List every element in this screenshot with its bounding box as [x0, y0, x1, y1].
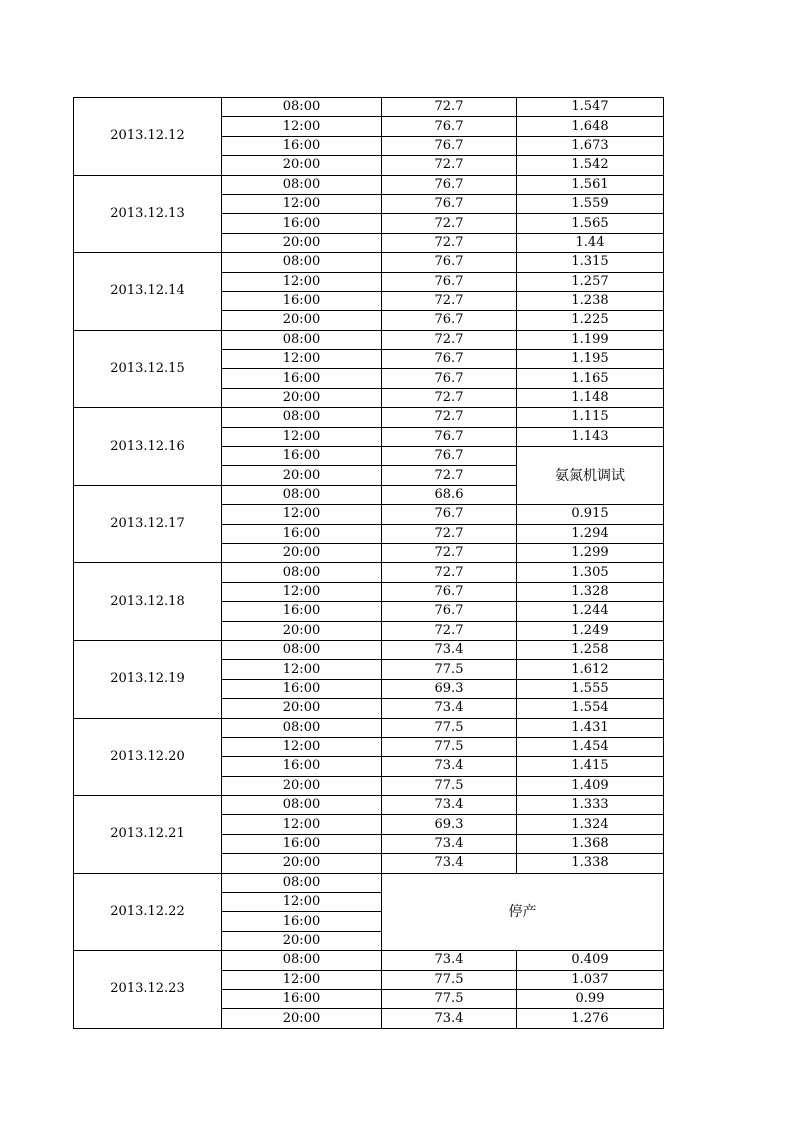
value-cell: 69.3 [382, 815, 517, 834]
value-cell: 1.333 [517, 796, 664, 815]
time-cell: 08:00 [222, 175, 382, 194]
value-cell: 72.7 [382, 543, 517, 562]
value-cell: 76.7 [382, 272, 517, 291]
value-cell: 76.7 [382, 582, 517, 601]
table-row [74, 98, 664, 117]
time-cell: 12:00 [222, 815, 382, 834]
time-cell: 16:00 [222, 602, 382, 621]
value-cell: 73.4 [382, 1009, 517, 1028]
date-cell: 2013.12.16 [74, 408, 222, 486]
value-cell: 73.4 [382, 757, 517, 776]
time-cell: 12:00 [222, 893, 382, 912]
value-cell: 1.673 [517, 136, 664, 155]
time-cell: 08:00 [222, 330, 382, 349]
value-cell: 77.5 [382, 660, 517, 679]
table-row [74, 330, 664, 349]
table-row [74, 796, 664, 815]
time-cell: 12:00 [222, 272, 382, 291]
value-cell: 1.612 [517, 660, 664, 679]
value-cell: 73.4 [382, 834, 517, 853]
date-cell: 2013.12.13 [74, 175, 222, 253]
value-cell: 1.305 [517, 563, 664, 582]
time-cell: 20:00 [222, 311, 382, 330]
value-cell: 72.7 [382, 156, 517, 175]
value-cell: 1.368 [517, 834, 664, 853]
time-cell: 20:00 [222, 931, 382, 950]
time-cell: 16:00 [222, 679, 382, 698]
value-cell: 0.915 [517, 505, 664, 524]
time-cell: 16:00 [222, 989, 382, 1008]
date-cell: 2013.12.19 [74, 640, 222, 718]
time-cell: 08:00 [222, 873, 382, 892]
time-cell: 20:00 [222, 1009, 382, 1028]
value-cell: 76.7 [382, 311, 517, 330]
value-cell: 76.7 [382, 447, 517, 466]
date-cell: 2013.12.21 [74, 796, 222, 874]
time-cell: 12:00 [222, 194, 382, 213]
value-cell: 1.338 [517, 854, 664, 873]
value-cell: 73.4 [382, 699, 517, 718]
time-cell: 16:00 [222, 136, 382, 155]
time-cell: 12:00 [222, 660, 382, 679]
value-cell: 72.7 [382, 233, 517, 252]
time-cell: 16:00 [222, 447, 382, 466]
value-cell: 72.7 [382, 291, 517, 310]
value-cell: 1.415 [517, 757, 664, 776]
value-cell: 1.648 [517, 117, 664, 136]
value-cell: 1.555 [517, 679, 664, 698]
value-cell: 76.7 [382, 117, 517, 136]
table-row [74, 718, 664, 737]
value-cell: 73.4 [382, 951, 517, 970]
value-cell: 77.5 [382, 776, 517, 795]
time-cell: 08:00 [222, 951, 382, 970]
time-cell: 08:00 [222, 640, 382, 659]
value-cell: 76.7 [382, 175, 517, 194]
value-cell: 1.547 [517, 98, 664, 117]
note-cell-stopped: 停产 [382, 873, 664, 951]
time-cell: 20:00 [222, 388, 382, 407]
time-cell: 16:00 [222, 912, 382, 931]
table-row [74, 408, 664, 427]
value-cell: 1.165 [517, 369, 664, 388]
time-cell: 08:00 [222, 485, 382, 504]
value-cell: 76.7 [382, 369, 517, 388]
value-cell: 1.249 [517, 621, 664, 640]
table-row [74, 563, 664, 582]
value-cell: 77.5 [382, 718, 517, 737]
date-cell: 2013.12.23 [74, 951, 222, 1029]
time-cell: 08:00 [222, 253, 382, 272]
value-cell: 76.7 [382, 253, 517, 272]
value-cell: 72.7 [382, 563, 517, 582]
value-cell: 72.7 [382, 388, 517, 407]
value-cell: 73.4 [382, 854, 517, 873]
time-cell: 08:00 [222, 796, 382, 815]
value-cell: 73.4 [382, 640, 517, 659]
value-cell: 1.276 [517, 1009, 664, 1028]
value-cell: 1.44 [517, 233, 664, 252]
time-cell: 12:00 [222, 505, 382, 524]
value-cell: 0.409 [517, 951, 664, 970]
date-cell: 2013.12.20 [74, 718, 222, 796]
value-cell: 72.7 [382, 524, 517, 543]
value-cell: 1.257 [517, 272, 664, 291]
time-cell: 20:00 [222, 156, 382, 175]
value-cell: 1.143 [517, 427, 664, 446]
time-cell: 12:00 [222, 970, 382, 989]
value-cell: 1.454 [517, 737, 664, 756]
time-cell: 20:00 [222, 233, 382, 252]
value-cell: 1.148 [517, 388, 664, 407]
value-cell: 73.4 [382, 796, 517, 815]
value-cell: 1.294 [517, 524, 664, 543]
value-cell: 76.7 [382, 194, 517, 213]
value-cell: 1.315 [517, 253, 664, 272]
table-row [74, 873, 664, 892]
note-cell-debug: 氨氮机调试 [517, 447, 664, 505]
time-cell: 08:00 [222, 98, 382, 117]
table-row [74, 253, 664, 272]
value-cell: 77.5 [382, 989, 517, 1008]
value-cell: 1.195 [517, 350, 664, 369]
value-cell: 1.199 [517, 330, 664, 349]
value-cell: 68.6 [382, 485, 517, 504]
time-cell: 08:00 [222, 563, 382, 582]
date-cell: 2013.12.17 [74, 485, 222, 563]
date-cell: 2013.12.22 [74, 873, 222, 951]
time-cell: 16:00 [222, 369, 382, 388]
value-cell: 72.7 [382, 466, 517, 485]
date-cell: 2013.12.18 [74, 563, 222, 641]
date-cell: 2013.12.12 [74, 98, 222, 176]
time-cell: 16:00 [222, 834, 382, 853]
value-cell: 76.7 [382, 602, 517, 621]
value-cell: 76.7 [382, 136, 517, 155]
value-cell: 1.225 [517, 311, 664, 330]
time-cell: 20:00 [222, 621, 382, 640]
time-cell: 12:00 [222, 117, 382, 136]
value-cell: 1.559 [517, 194, 664, 213]
time-cell: 16:00 [222, 757, 382, 776]
time-cell: 20:00 [222, 543, 382, 562]
data-table [73, 97, 664, 1029]
time-cell: 12:00 [222, 737, 382, 756]
value-cell: 76.7 [382, 427, 517, 446]
value-cell: 1.258 [517, 640, 664, 659]
value-cell: 1.115 [517, 408, 664, 427]
value-cell: 1.409 [517, 776, 664, 795]
time-cell: 16:00 [222, 524, 382, 543]
value-cell: 69.3 [382, 679, 517, 698]
date-cell: 2013.12.15 [74, 330, 222, 408]
value-cell: 1.554 [517, 699, 664, 718]
value-cell: 77.5 [382, 970, 517, 989]
value-cell: 77.5 [382, 737, 517, 756]
value-cell: 72.7 [382, 98, 517, 117]
time-cell: 12:00 [222, 350, 382, 369]
value-cell: 1.299 [517, 543, 664, 562]
value-cell: 1.037 [517, 970, 664, 989]
value-cell: 72.7 [382, 214, 517, 233]
time-cell: 16:00 [222, 291, 382, 310]
value-cell: 1.565 [517, 214, 664, 233]
table-row [74, 640, 664, 659]
time-cell: 12:00 [222, 427, 382, 446]
time-cell: 20:00 [222, 776, 382, 795]
value-cell: 72.7 [382, 408, 517, 427]
table-row [74, 951, 664, 970]
time-cell: 20:00 [222, 699, 382, 718]
value-cell: 0.99 [517, 989, 664, 1008]
value-cell: 1.542 [517, 156, 664, 175]
value-cell: 72.7 [382, 330, 517, 349]
time-cell: 12:00 [222, 582, 382, 601]
value-cell: 72.7 [382, 621, 517, 640]
value-cell: 1.244 [517, 602, 664, 621]
value-cell: 1.238 [517, 291, 664, 310]
time-cell: 20:00 [222, 466, 382, 485]
time-cell: 08:00 [222, 718, 382, 737]
value-cell: 1.561 [517, 175, 664, 194]
table-row [74, 175, 664, 194]
time-cell: 16:00 [222, 214, 382, 233]
value-cell: 76.7 [382, 505, 517, 524]
value-cell: 1.328 [517, 582, 664, 601]
value-cell: 76.7 [382, 350, 517, 369]
value-cell: 1.324 [517, 815, 664, 834]
date-cell: 2013.12.14 [74, 253, 222, 331]
time-cell: 20:00 [222, 854, 382, 873]
value-cell: 1.431 [517, 718, 664, 737]
time-cell: 08:00 [222, 408, 382, 427]
